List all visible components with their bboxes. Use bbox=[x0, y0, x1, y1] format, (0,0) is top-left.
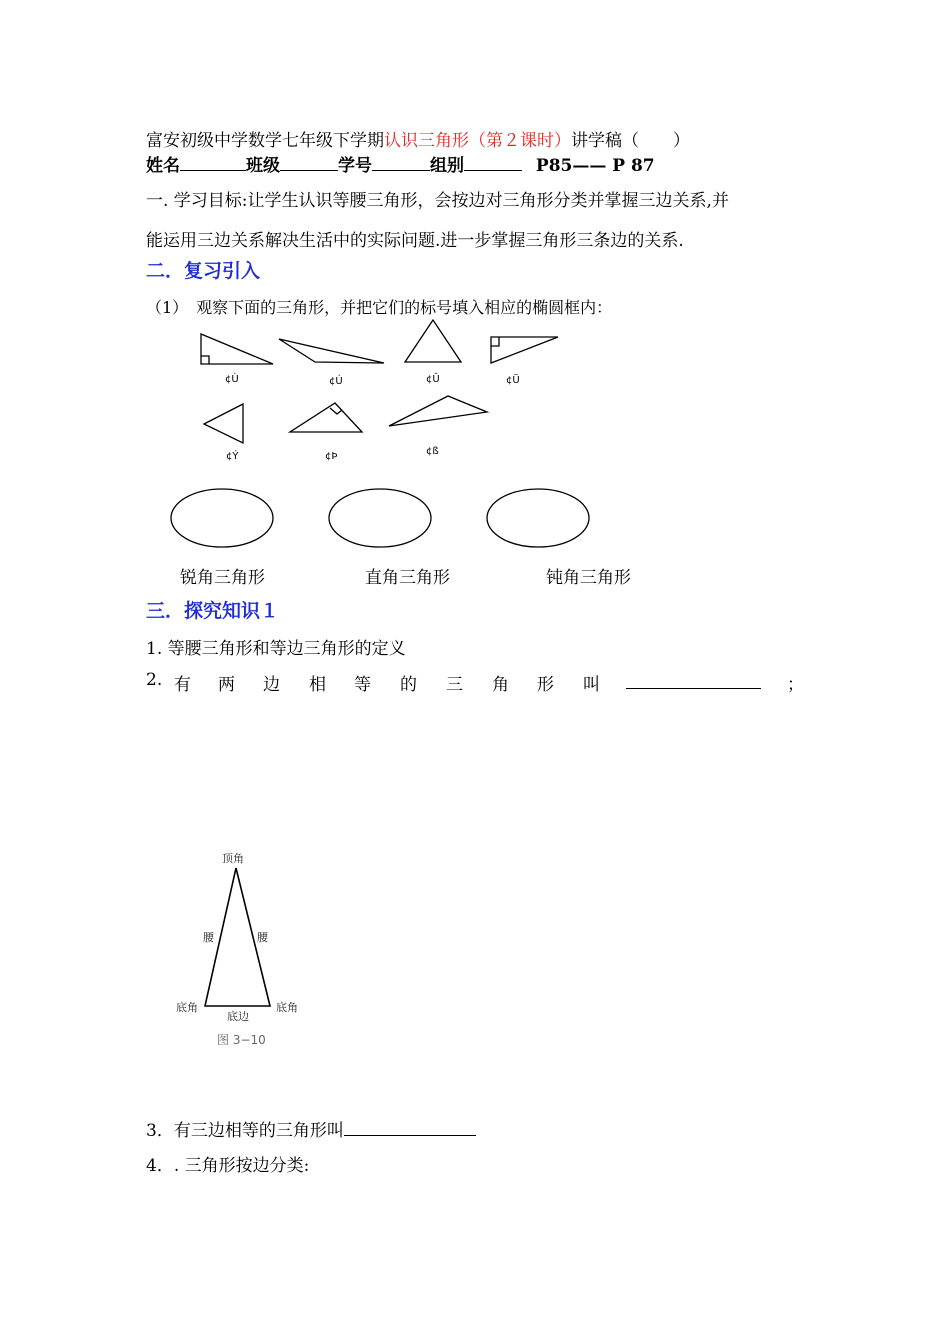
left-base-angle-label: 底角 bbox=[176, 1001, 198, 1014]
right-leg-label: 腰 bbox=[257, 931, 268, 944]
item-3 bbox=[146, 1116, 476, 1141]
class-label: 班级 bbox=[246, 156, 280, 176]
shape-label-6: ¢Þ bbox=[325, 451, 338, 462]
number-label: 学号 bbox=[338, 156, 372, 176]
item-2-char-9: 叫 bbox=[583, 675, 600, 695]
shape-label-5: ¢Ý bbox=[226, 451, 239, 462]
item-2-end: ； bbox=[787, 675, 804, 695]
shape-label-2: ¢Ú bbox=[329, 376, 343, 387]
name-label: 姓名 bbox=[146, 156, 180, 176]
section-3-heading: 三．探究知识１ bbox=[146, 600, 280, 622]
shape-label-3: ¢Û bbox=[426, 374, 440, 385]
shape-label-1: ¢Ù bbox=[225, 374, 239, 385]
objective-line-1: 一. 学习目标:让学生认识等腰三角形，会按边对三角形分类并掌握三边关系,并 bbox=[146, 191, 729, 211]
item-2-char-8: 形 bbox=[537, 675, 554, 695]
figure-caption: 图 3−10 bbox=[217, 1033, 266, 1047]
category-acute: 锐角三角形 bbox=[180, 568, 265, 588]
shape-label-4: ¢Ü bbox=[506, 375, 520, 386]
shape-label-7: ¢ß bbox=[426, 446, 439, 457]
objective-line-2: 能运用三边关系解决生活中的实际问题.进一步掌握三角形三条边的关系. bbox=[146, 231, 684, 251]
item-2-char-1: 两 bbox=[218, 675, 235, 695]
item-2-number: 2. bbox=[146, 670, 163, 690]
item-1: 1. 等腰三角形和等边三角形的定义 bbox=[146, 639, 406, 659]
title-suffix: 讲学稿（ ） bbox=[571, 131, 690, 151]
item-4: 4．. 三角形按边分类: bbox=[146, 1156, 310, 1176]
item-2-char-2: 边 bbox=[263, 675, 280, 695]
apex-angle-label: 顶角 bbox=[222, 852, 244, 865]
item-2-char-7: 角 bbox=[492, 675, 509, 695]
item-2-char-5: 的 bbox=[400, 675, 417, 695]
title-prefix: 富安初级中学数学七年级下学期 bbox=[146, 131, 384, 151]
section-2-heading: 二．复习引入 bbox=[146, 260, 261, 282]
title-lesson: 认识三角形（第２课时） bbox=[384, 131, 571, 151]
item-3-answer-blank[interactable] bbox=[344, 1118, 476, 1136]
item-2-char-6: 三 bbox=[446, 675, 463, 695]
item-2-char-0: 有 bbox=[174, 675, 191, 695]
right-base-angle-label: 底角 bbox=[276, 1001, 298, 1014]
page-range: P85—— P 87 bbox=[535, 156, 655, 176]
question-1: （1） 观察下面的三角形，并把它们的标号填入相应的椭圆框内： bbox=[146, 298, 613, 317]
category-obtuse: 钝角三角形 bbox=[546, 568, 631, 588]
left-leg-label: 腰 bbox=[203, 931, 214, 944]
group-label: 组别 bbox=[430, 156, 464, 176]
base-label: 底边 bbox=[227, 1010, 249, 1023]
item-2-char-4: 等 bbox=[354, 675, 371, 695]
item-3-text: 3．有三边相等的三角形叫 bbox=[146, 1121, 344, 1141]
category-right: 直角三角形 bbox=[365, 568, 450, 588]
item-2-char-3: 相 bbox=[309, 675, 326, 695]
